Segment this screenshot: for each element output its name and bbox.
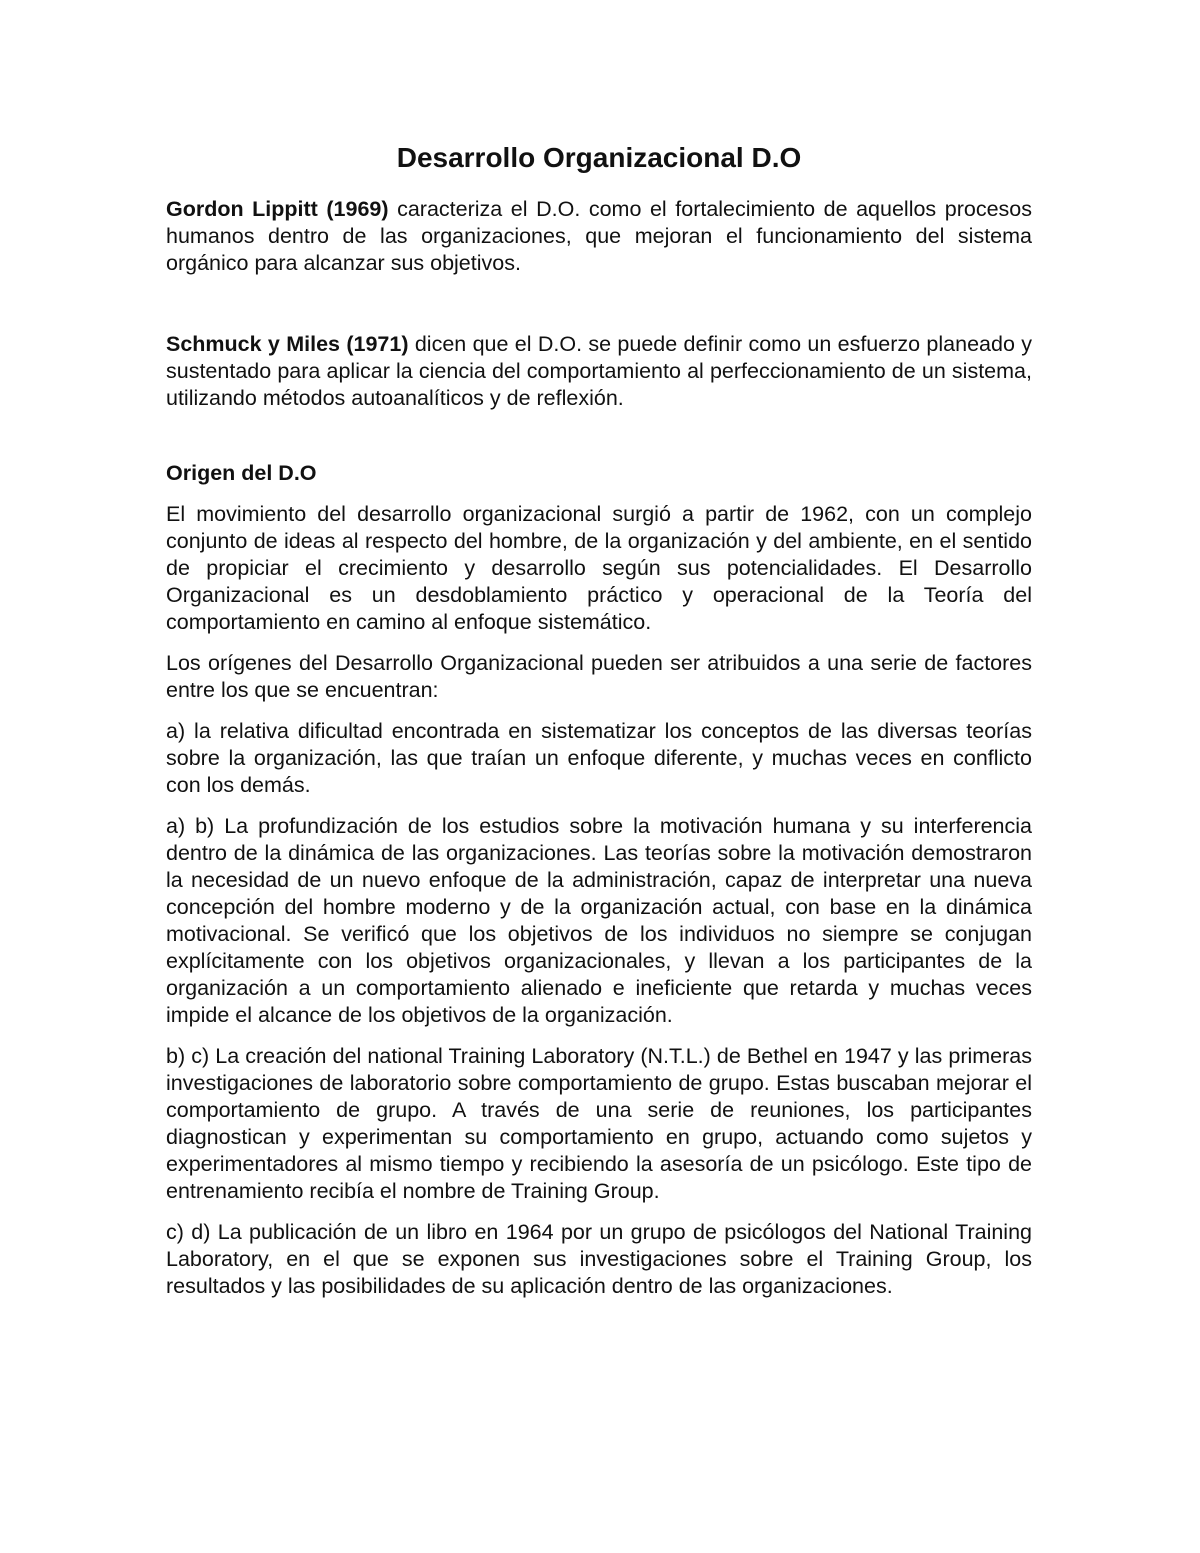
spacer	[166, 412, 1032, 460]
paragraph-lippitt	[166, 196, 1032, 277]
author-schmuck-miles: Schmuck y Miles (1971)	[166, 332, 409, 356]
paragraph-factores: Los orígenes del Desarrollo Organizacional pueden ser atribuidos a una serie de factores entre los que se encuentran:	[166, 651, 1032, 702]
spacer	[166, 277, 1032, 331]
list-item-a: a) la relativa dificultad encontrada en sistematizar los conceptos de las diversas teorías sobre la organización, las que traían un enfoque diferente, y muchas veces en conflicto con los demás.	[166, 719, 1032, 797]
document-page	[166, 138, 1032, 1300]
list-item-d: c) d) La publicación de un libro en 1964 por un grupo de psicólogos del National Training Laboratory, en el que se exponen sus investigaciones sobre el Training Group, los resultados y las posibilidades de su aplicación dentro de las organizaciones.	[166, 1220, 1032, 1298]
list-item-c: b) c) La creación del national Training Laboratory (N.T.L.) de Bethel en 1947 y las primeras investigaciones de laboratorio sobre comportamiento de grupo. Estas buscaban mejorar el comportamiento de grupo. A través de una serie de reuniones, los participantes diagnostican y experimentan su comportamiento en grupo, actuando como sujetos y experimentadores al mismo tiempo y recibiendo la asesoría de un psicólogo. Este tipo de entrenamiento recibía el nombre de Training Group.	[166, 1044, 1032, 1203]
paragraph-origen-intro: El movimiento del desarrollo organizacional surgió a partir de 1962, con un complejo conjunto de ideas al respecto del hombre, de la organización y del ambiente, en el sentido de propiciar el crecimiento y desarrollo según sus potencialidades. El Desarrollo Organizacional es un desdoblamiento práctico y operacional de la Teoría del comportamiento en camino al enfoque sistemático.	[166, 502, 1032, 634]
paragraph-schmuck-miles-text: dicen que el D.O. se puede definir como un esfuerzo planeado y sustentado para aplicar la ciencia del comportamiento al perfeccionamiento de un sistema, utilizando métodos autoanalíticos y de reflexión.	[166, 332, 1032, 410]
document-title: Desarrollo Organizacional D.O	[396, 142, 802, 173]
paragraph-schmuck-miles	[166, 331, 1032, 412]
author-lippitt: Gordon Lippitt (1969)	[166, 197, 389, 221]
list-item-b: a) b) La profundización de los estudios sobre la motivación humana y su interferencia dentro de la dinámica de las organizaciones. Las teorías sobre la motivación demostraron la necesidad de un nuevo enfoque de la administración, capaz de interpretar una nueva concepción del hombre moderno y de la organización actual, con base en la dinámica motivacional. Se verificó que los objetivos de los individuos no siempre se conjugan explícitamente con los objetivos organizacionales, y llevan a los participantes de la organización a un comportamiento alienado e ineficiente que retarda y muchas veces impide el alcance de los objetivos de la organización.	[166, 814, 1032, 1027]
section-heading-origen: Origen del D.O	[166, 461, 317, 485]
paragraph-lippitt-text: caracteriza el D.O. como el fortalecimiento de aquellos procesos humanos dentro de las organizaciones, que mejoran el funcionamiento del sistema orgánico para alcanzar sus objetivos.	[166, 197, 1032, 275]
